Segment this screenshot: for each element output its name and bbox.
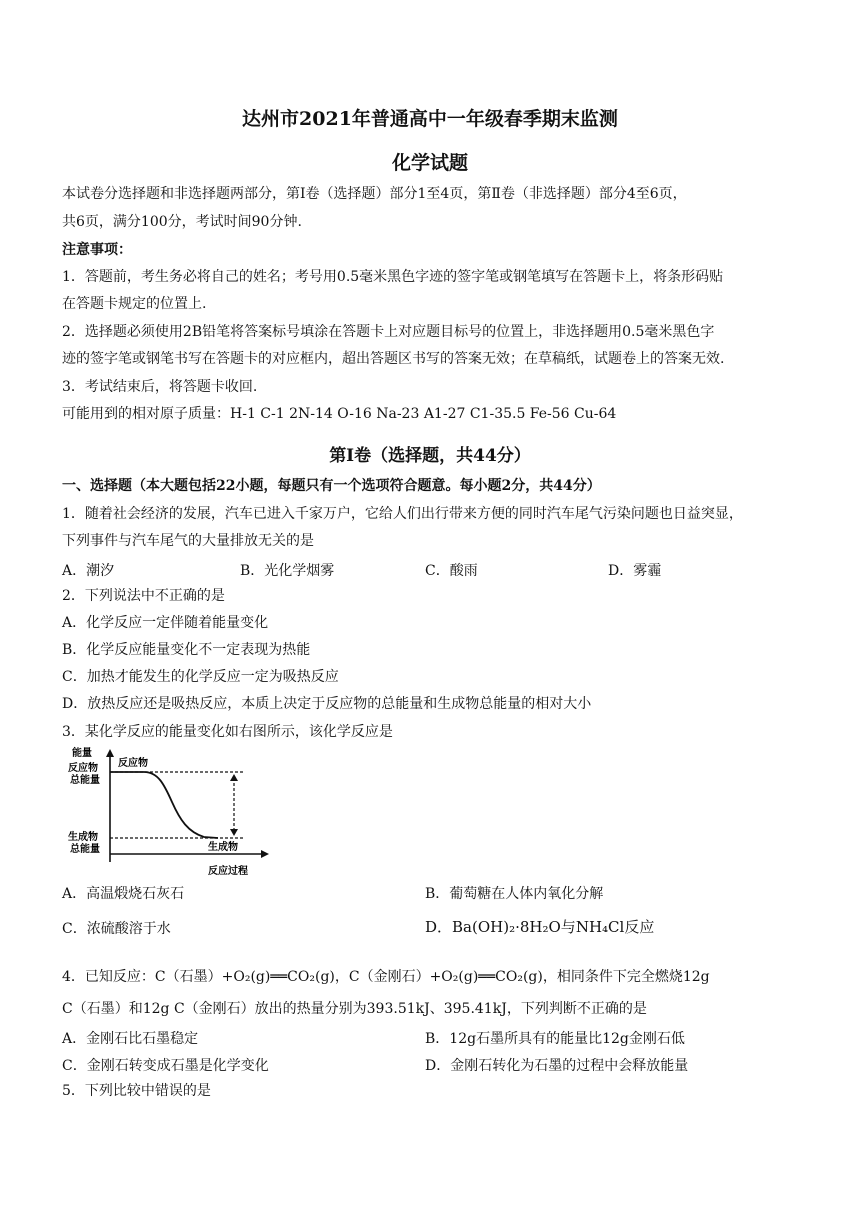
- q2-option-a: A．化学反应一定伴随着能量变化: [62, 615, 269, 631]
- q1-stem-2: 下列事件与汽车尾气的大量排放无关的是: [62, 533, 314, 549]
- q3-option-b: B．葡萄糖在人体内氧化分解: [425, 886, 604, 902]
- q4-option-d: D．金刚石转化为石墨的过程中会释放能量: [425, 1058, 689, 1074]
- energy-diagram: [68, 744, 274, 880]
- y-axis-label: 能量: [72, 748, 92, 759]
- q1-stem-1: 1．随着社会经济的发展，汽车已进入千家万户，它给人们出行带来方便的同时汽车尾气污染问题也日益突显，: [62, 506, 743, 522]
- q4-option-a: A．金刚石比石墨稳定: [62, 1031, 199, 1047]
- section-heading: 一、选择题（本大题包括22小题，每题只有一个选项符合题意。每小题2分，共44分）: [62, 478, 601, 494]
- q3-option-a: A．高温煅烧石灰石: [62, 886, 185, 902]
- q4-stem-1: 4．已知反应：C（石墨）+O₂(g)══CO₂(g)，C（金刚石）+O₂(g)══CO₂(g)，相同条件下完全燃烧12g: [62, 969, 710, 985]
- q1-option-b: B．光化学烟雾: [240, 563, 335, 579]
- q2-option-d: D．放热反应还是吸热反应，本质上决定于反应物的总能量和生成物总能量的相对大小: [62, 696, 592, 712]
- q2-option-b: B．化学反应能量变化不一定表现为热能: [62, 642, 311, 658]
- note-2a: 2．选择题必须使用2B铅笔将答案标号填涂在答题卡上对应题目标号的位置上，非选择题用0.5毫米黑色字: [62, 324, 715, 340]
- atomic-masses: 可能用到的相对原子质量：H-1 C-1 2N-14 O-16 Na-23 A1-27 C1-35.5 Fe-56 Cu-64: [62, 406, 617, 422]
- q2-stem: 2．下列说法中不正确的是: [62, 588, 225, 604]
- reactant-energy-label-1: 反应物: [68, 763, 98, 774]
- note-3: 3．考试结束后，将答题卡收回.: [62, 379, 258, 395]
- reactant-tag: 反应物: [118, 758, 148, 769]
- section-title: 第Ⅰ卷（选择题，共44分）: [329, 446, 531, 466]
- intro-line-1: 本试卷分选择题和非选择题两部分，第Ⅰ卷（选择题）部分1至4页，第Ⅱ卷（非选择题）部分4至6页，: [62, 186, 687, 202]
- q3-option-d-formula2: NH₄Cl: [575, 918, 625, 936]
- q4-option-b: B．12g石墨所具有的能量比12g金刚石低: [425, 1031, 685, 1047]
- page-title: 达州市2021年普通高中一年级春季期末监测: [242, 108, 618, 130]
- q2-option-c: C．加热才能发生的化学反应一定为吸热反应: [62, 669, 339, 685]
- y-axis-arrow: [106, 749, 114, 757]
- q5-stem: 5．下列比较中错误的是: [62, 1083, 211, 1099]
- q3-option-d-formula: Ba(OH)₂·8H₂O: [452, 918, 561, 936]
- x-axis-arrow: [261, 850, 269, 858]
- q3-option-d-suffix: 反应: [624, 918, 655, 936]
- energy-curve: [110, 772, 218, 838]
- product-energy-label-2: 总能量: [70, 844, 100, 855]
- notes-heading: 注意事项：: [62, 242, 132, 258]
- q3-option-d-prefix: D．: [425, 918, 453, 936]
- product-energy-label-1: 生成物: [68, 832, 98, 843]
- product-tag: 生成物: [208, 842, 238, 853]
- x-axis-label: 反应过程: [208, 866, 248, 877]
- q4-option-c: C．金刚石转变成石墨是化学变化: [62, 1058, 269, 1074]
- q1-option-c: C．酸雨: [425, 563, 478, 579]
- q1-option-a: A．潮汐: [62, 563, 115, 579]
- q3-option-c: C．浓硫酸溶于水: [62, 921, 171, 937]
- reactant-energy-label-2: 总能量: [70, 775, 100, 786]
- energy-diff-arrow-top: [230, 774, 238, 781]
- note-1a: 1．答题前，考生务必将自己的姓名；考号用0.5毫米黑色字迹的签字笔或钢笔填写在答题卡上，将条形码贴: [62, 269, 724, 285]
- q3-option-d-mid: 与: [560, 918, 576, 936]
- q1-option-d: D．雾霾: [608, 563, 662, 579]
- note-2b: 迹的签字笔或钢笔书写在答题卡的对应框内，超出答题区书写的答案无效；在草稿纸，试题卷上的答案无效.: [62, 351, 725, 367]
- intro-line-2: 共6页，满分100分，考试时间90分钟.: [62, 214, 302, 230]
- q3-option-d: [425, 916, 654, 937]
- page-subtitle: 化学试题: [391, 152, 468, 174]
- q3-stem: 3．某化学反应的能量变化如右图所示，该化学反应是: [62, 724, 393, 740]
- q4-stem-2: C（石墨）和12g C（金刚石）放出的热量分别为393.51kJ、395.41kJ，下列判断不正确的是: [62, 1001, 647, 1017]
- note-1b: 在答题卡规定的位置上.: [62, 296, 207, 312]
- energy-diff-arrow-bottom: [230, 829, 238, 836]
